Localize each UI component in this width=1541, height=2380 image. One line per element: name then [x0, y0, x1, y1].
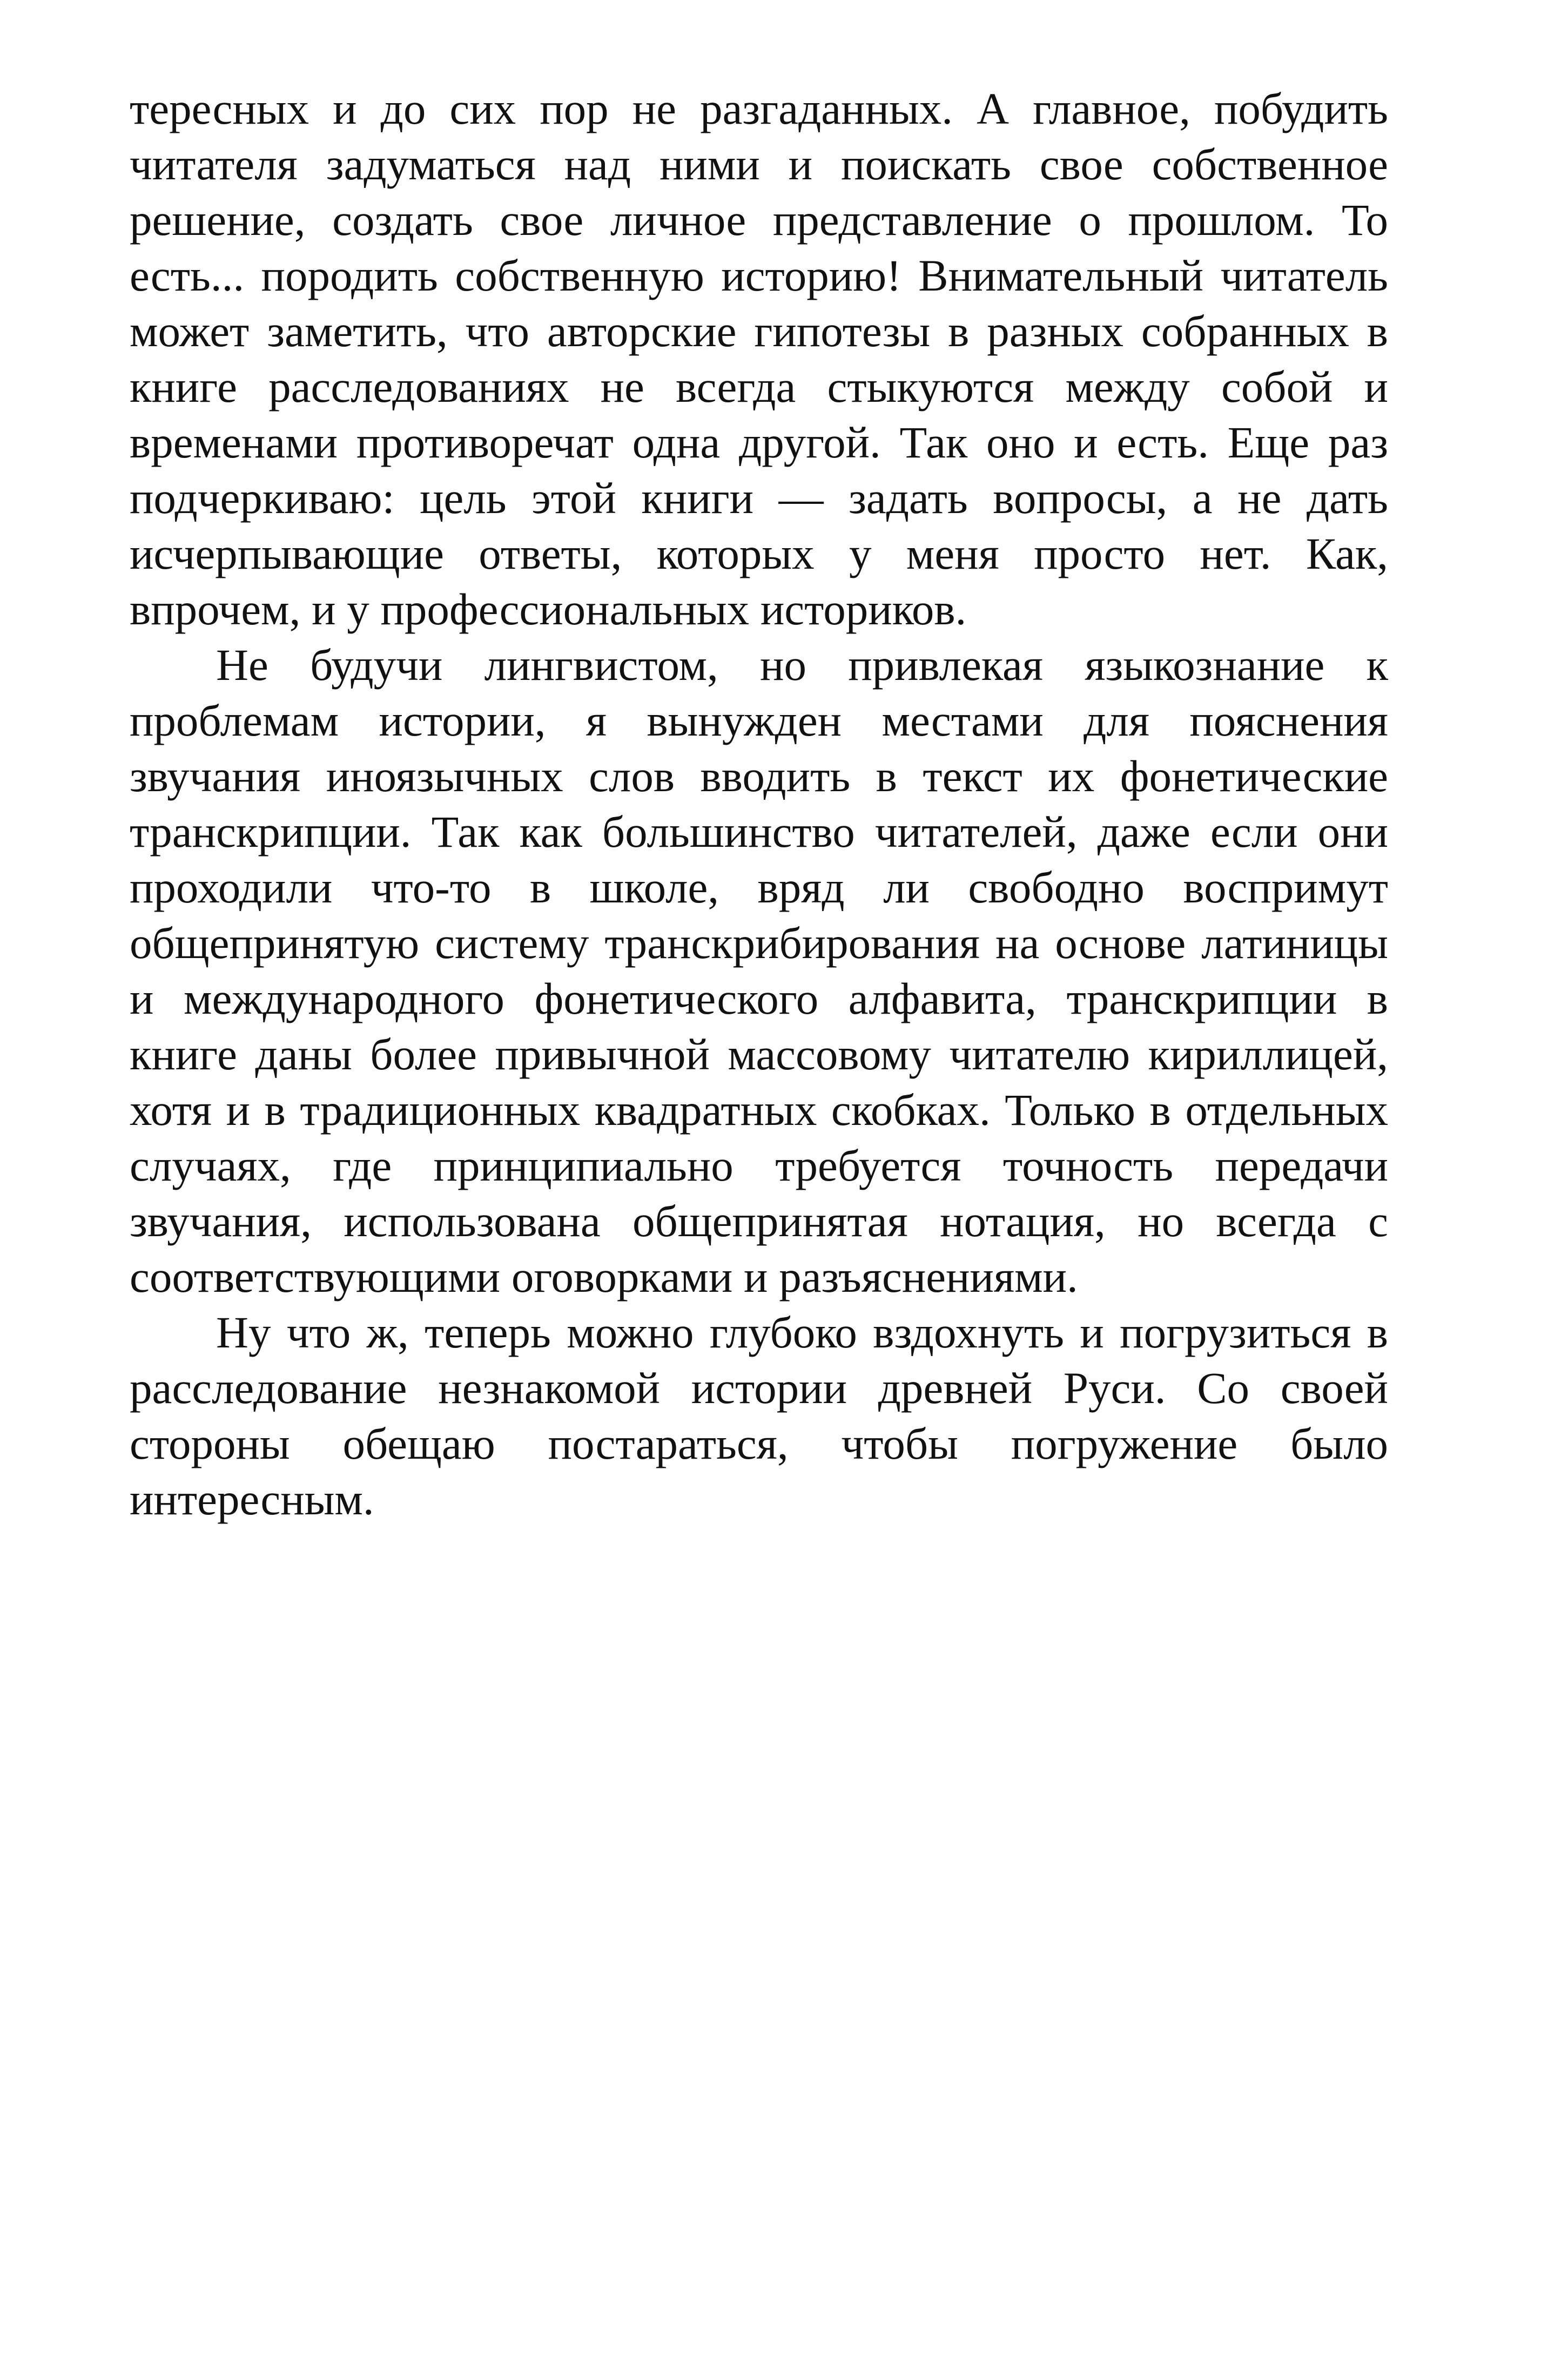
paragraph-continuation: тересных и до сих пор не разгаданных. А главное, побудить читателя задуматься над ними и поискать свое собственное решение, создать свое личное представление о прошлом. То есть... породить собственную историю! Внимательный читатель может заметить, что авторские гипотезы в разных собранных в книге расследованиях не всегда стыкуются между собой и временами противоречат одна другой. Так оно и есть. Еще раз подчеркиваю: цель этой книги — задать вопросы, а не дать исчерпывающие ответы, которых у меня просто нет. Как, впрочем, и у профессиональных историков.	[130, 84, 1388, 634]
paragraph-closing: Ну что ж, теперь можно глубоко вздохнуть и погрузиться в расследование незнакомой истории древней Руси. Со своей стороны обещаю постараться, чтобы погружение было интересным.	[130, 1307, 1388, 1524]
body-text	[130, 81, 1388, 1527]
paragraph-transcriptions: Не будучи лингвистом, но привлекая языкознание к проблемам истории, я вынужден местами для пояснения звучания иноязычных слов вводить в текст их фонетические транскрипции. Так как большинство читателей, даже если они проходили что-то в школе, вряд ли свободно воспримут общепринятую систему транскрибирования на основе латиницы и международного фонетического алфавита, транскрипции в книге даны более привычной массовому читателю кириллицей, хотя и в традиционных квадратных скобках. Только в отдельных случаях, где принципиально требуется точность передачи звучания, использована общепринятая нотация, но всегда с соответствующими оговорками и разъяснениями.	[130, 640, 1388, 1302]
